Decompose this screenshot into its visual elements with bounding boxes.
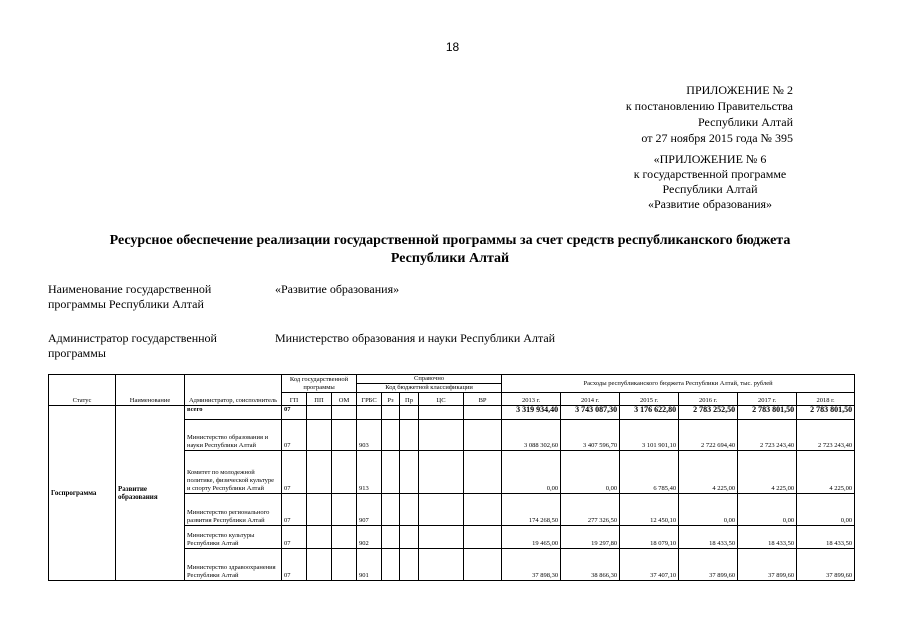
empty-cell <box>464 494 502 526</box>
empty-cell <box>400 494 419 526</box>
empty-cell <box>332 526 357 549</box>
empty-cell <box>307 526 332 549</box>
value-cell: 37 899,60 <box>797 549 855 581</box>
value-cell: 19 297,80 <box>561 526 620 549</box>
appendix-sub-line3: Республики Алтай <box>662 182 758 196</box>
value-cell: 37 899,60 <box>738 549 797 581</box>
appendix-sub-line2: к государственной программе <box>633 167 787 181</box>
gp-cell: 07 <box>282 526 307 549</box>
value-cell: 37 898,30 <box>502 549 561 581</box>
gp-cell: 07 <box>282 549 307 581</box>
value-cell: 0,00 <box>679 494 738 526</box>
program-name-cell: Развитие образования <box>116 406 185 581</box>
empty-cell <box>382 494 400 526</box>
header-gp-code: Код государственной программы <box>282 375 357 393</box>
header-admin: Администратор, соисполнитель <box>185 375 282 406</box>
grbs-cell: 903 <box>357 420 382 451</box>
total-value: 2 783 252,50 <box>679 406 738 420</box>
value-cell: 0,00 <box>797 494 855 526</box>
empty-cell <box>307 549 332 581</box>
admin-cell: Министерство здравоохранения Республики Алтай <box>185 549 282 581</box>
title-line1: Ресурсное обеспечение реализации государственной программы за счет средств республиканского бюджета <box>109 233 791 248</box>
appendix-main-line3: Республики Алтай <box>698 115 793 129</box>
value-cell: 37 899,60 <box>679 549 738 581</box>
resource-table <box>48 374 855 581</box>
empty-cell <box>332 494 357 526</box>
value-cell: 3 101 901,10 <box>620 420 679 451</box>
empty-cell <box>464 549 502 581</box>
value-cell: 0,00 <box>502 451 561 494</box>
empty-cell <box>419 451 464 494</box>
appendix-main-line4: от 27 ноября 2015 года № 395 <box>641 131 793 145</box>
value-cell: 2 723 243,40 <box>797 420 855 451</box>
empty-cell <box>400 451 419 494</box>
appendix-sub <box>620 152 800 212</box>
admin-cell: Министерство образования и науки Республики Алтай <box>185 420 282 451</box>
appendix-main <box>626 82 793 146</box>
total-value: 3 743 087,30 <box>561 406 620 420</box>
header-budget-code: Код бюджетной классификации <box>357 384 502 393</box>
total-value: 3 176 622,80 <box>620 406 679 420</box>
header-rz: Рз <box>382 393 400 406</box>
administrator-label <box>48 331 217 361</box>
header-expenses: Расходы республиканского бюджета Республики Алтай, тыс. рублей <box>502 375 855 393</box>
admin-cell: Комитет по молодежной политике, физической культуре и спорту Республики Алтай <box>185 451 282 494</box>
empty-cell <box>419 494 464 526</box>
value-cell: 6 785,40 <box>620 451 679 494</box>
appendix-sub-line4: «Развитие образования» <box>647 197 773 211</box>
administrator-label-line1: Администратор государственной <box>48 331 217 345</box>
header-name: Наименование <box>116 375 185 406</box>
header-pp: ПП <box>307 393 332 406</box>
empty-cell <box>382 549 400 581</box>
empty-cell <box>382 526 400 549</box>
empty-cell <box>307 451 332 494</box>
program-name-label <box>48 282 211 312</box>
total-label: всего <box>185 406 282 420</box>
header-cs: ЦС <box>419 393 464 406</box>
admin-cell: Министерство регионального развития Республики Алтай <box>185 494 282 526</box>
header-pr: Пр <box>400 393 419 406</box>
empty-cell <box>419 406 464 420</box>
table-row-total <box>49 406 855 420</box>
program-name-value: «Развитие образования» <box>275 282 400 296</box>
appendix-main-line2: к постановлению Правительства <box>625 99 793 113</box>
program-name-label-line1: Наименование государственной <box>48 282 212 296</box>
empty-cell <box>400 526 419 549</box>
gp-cell: 07 <box>282 420 307 451</box>
empty-cell <box>332 420 357 451</box>
empty-cell <box>419 526 464 549</box>
header-vr: ВР <box>464 393 502 406</box>
appendix-main-line1: ПРИЛОЖЕНИЕ № 2 <box>686 83 793 97</box>
total-gp: 07 <box>282 406 307 420</box>
page-number: 18 <box>445 40 460 54</box>
header-year-2014: 2014 г. <box>561 393 620 406</box>
empty-cell <box>400 406 419 420</box>
empty-cell <box>464 406 502 420</box>
gp-cell: 07 <box>282 451 307 494</box>
header-year-2015: 2015 г. <box>620 393 679 406</box>
header-year-2017: 2017 г. <box>738 393 797 406</box>
empty-cell <box>357 406 382 420</box>
empty-cell <box>332 549 357 581</box>
value-cell: 4 225,00 <box>738 451 797 494</box>
total-value: 3 319 934,40 <box>502 406 561 420</box>
header-gp: ГП <box>282 393 307 406</box>
value-cell: 18 079,10 <box>620 526 679 549</box>
value-cell: 277 326,50 <box>561 494 620 526</box>
empty-cell <box>464 420 502 451</box>
grbs-cell: 913 <box>357 451 382 494</box>
value-cell: 174 268,50 <box>502 494 561 526</box>
appendix-sub-line1: «ПРИЛОЖЕНИЕ № 6 <box>653 152 767 166</box>
empty-cell <box>307 406 332 420</box>
document-title <box>60 232 840 268</box>
empty-cell <box>382 451 400 494</box>
value-cell: 19 465,00 <box>502 526 561 549</box>
value-cell: 2 723 243,40 <box>738 420 797 451</box>
value-cell: 4 225,00 <box>797 451 855 494</box>
empty-cell <box>307 494 332 526</box>
empty-cell <box>400 549 419 581</box>
header-om: ОМ <box>332 393 357 406</box>
value-cell: 18 433,50 <box>797 526 855 549</box>
empty-cell <box>332 451 357 494</box>
empty-cell <box>419 420 464 451</box>
value-cell: 2 722 694,40 <box>679 420 738 451</box>
program-name-label-line2: программы Республики Алтай <box>48 297 204 311</box>
value-cell: 3 407 596,70 <box>561 420 620 451</box>
empty-cell <box>382 420 400 451</box>
empty-cell <box>464 526 502 549</box>
header-year-2018: 2018 г. <box>797 393 855 406</box>
empty-cell <box>382 406 400 420</box>
header-year-2016: 2016 г. <box>679 393 738 406</box>
empty-cell <box>332 406 357 420</box>
administrator-label-line2: программы <box>48 346 106 360</box>
empty-cell <box>307 420 332 451</box>
value-cell: 3 088 302,60 <box>502 420 561 451</box>
empty-cell <box>400 420 419 451</box>
empty-cell <box>419 549 464 581</box>
value-cell: 4 225,00 <box>679 451 738 494</box>
title-line2: Республики Алтай <box>390 251 510 266</box>
gp-cell: 07 <box>282 494 307 526</box>
total-value: 2 783 801,50 <box>738 406 797 420</box>
administrator-value: Министерство образования и науки Республики Алтай <box>275 331 556 345</box>
value-cell: 18 433,50 <box>679 526 738 549</box>
total-value: 2 783 801,50 <box>797 406 855 420</box>
header-ref: Справочно <box>357 375 502 384</box>
header-row-1 <box>49 375 855 384</box>
value-cell: 0,00 <box>738 494 797 526</box>
value-cell: 12 450,10 <box>620 494 679 526</box>
header-year-2013: 2013 г. <box>502 393 561 406</box>
grbs-cell: 902 <box>357 526 382 549</box>
value-cell: 0,00 <box>561 451 620 494</box>
status-cell: Госпрограмма <box>49 406 116 581</box>
admin-cell: Министерство культуры Республики Алтай <box>185 526 282 549</box>
value-cell: 38 866,30 <box>561 549 620 581</box>
grbs-cell: 901 <box>357 549 382 581</box>
header-grbs: ГРБС <box>357 393 382 406</box>
header-status: Статус <box>49 375 116 406</box>
empty-cell <box>464 451 502 494</box>
grbs-cell: 907 <box>357 494 382 526</box>
value-cell: 37 407,10 <box>620 549 679 581</box>
value-cell: 18 433,50 <box>738 526 797 549</box>
